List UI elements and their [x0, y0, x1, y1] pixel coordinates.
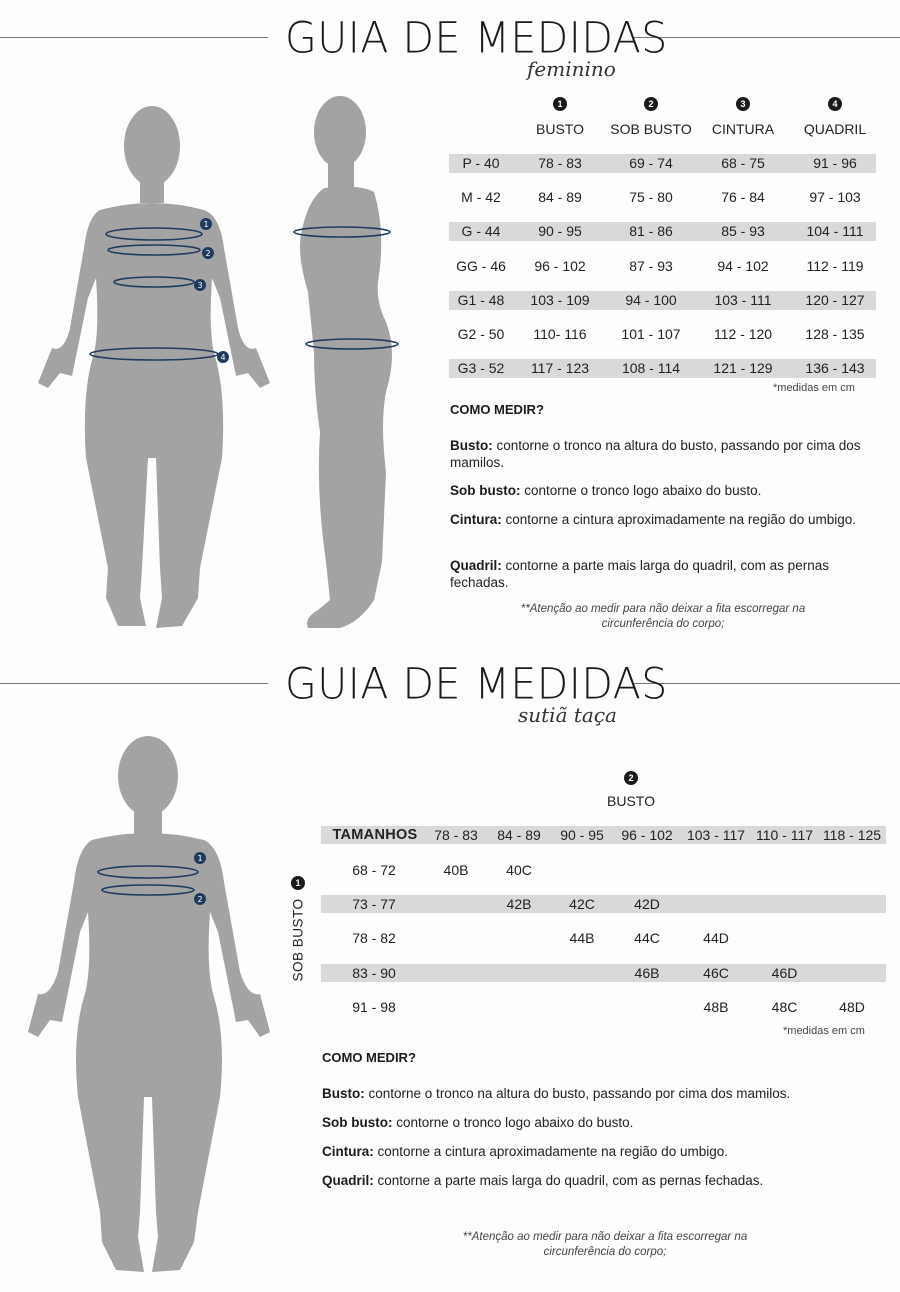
cup-size-cell: 40B [443, 862, 469, 878]
how-to-measure-title-1: COMO MEDIR? [450, 402, 544, 417]
table-cell: 85 - 93 [721, 223, 765, 240]
underbust-range: 78 - 82 [352, 930, 396, 947]
column-badge: 2 [644, 97, 658, 111]
table-cell: 87 - 93 [629, 257, 673, 274]
how-busto-1: Busto: contorne o tronco na altura do busto, passando por cima dos mamilos. [450, 438, 861, 470]
cup-size-cell: 44B [569, 930, 595, 947]
table-cell: 104 - 111 [806, 223, 864, 240]
table-cell: 103 - 109 [530, 291, 590, 308]
underbust-range: 73 - 77 [352, 896, 396, 913]
size-label: G2 - 50 [457, 326, 505, 342]
column-badge: 3 [736, 97, 750, 111]
table-cell: 136 - 143 [805, 360, 865, 377]
table-cell: 69 - 74 [629, 155, 673, 171]
table-cell: 110- 116 [533, 326, 587, 342]
front-body-figure [30, 98, 280, 638]
how-cintura-1: Cintura: contorne a cintura aproximadamente na região do umbigo. [450, 512, 856, 527]
cup-size-cell: 46D [771, 964, 798, 981]
column-header: SOB BUSTO [610, 121, 692, 137]
size-label: G - 44 [461, 223, 501, 240]
figure-badge-1: 1 [197, 854, 203, 863]
bust-range-header: 84 - 89 [497, 827, 541, 843]
sob-busto-badge: 1 [291, 876, 305, 890]
bust-range-header: 96 - 102 [621, 827, 673, 843]
table-cell: 91 - 96 [813, 155, 857, 171]
how-quadril-1: Quadril: contorne a parte mais larga do quadril, com as pernas fechadas. [450, 558, 829, 590]
size-label: M - 42 [461, 189, 501, 206]
underbust-range: 83 - 90 [352, 964, 396, 981]
page-title: GUIA DE MEDIDAS [285, 12, 668, 64]
how-to-measure-title-2: COMO MEDIR? [322, 1050, 416, 1065]
header-rule-left-2 [0, 683, 268, 684]
cup-size-cell: 44C [634, 930, 660, 947]
bust-range-header: 110 - 117 [755, 827, 814, 843]
section-title-2: GUIA DE MEDIDAS [285, 658, 668, 710]
cup-size-cell: 42C [569, 896, 595, 913]
column-badge: 4 [828, 97, 842, 111]
section-subtitle-2: sutiã taça [518, 703, 617, 727]
bust-range-header: 103 - 117 [686, 827, 746, 843]
column-badge: 1 [553, 97, 567, 111]
cup-size-cell: 48C [771, 998, 798, 1015]
column-header: QUADRIL [803, 121, 867, 137]
figure-badge-2: 2 [197, 895, 203, 904]
table-cell: 103 - 111 [714, 291, 772, 308]
header-rule-right-2 [634, 683, 900, 684]
table-cell: 84 - 89 [538, 189, 582, 206]
size-label: G3 - 52 [457, 360, 505, 377]
busto-axis-label: BUSTO [607, 793, 655, 809]
table-cell: 97 - 103 [809, 189, 861, 206]
cup-size-cell: 40C [506, 862, 532, 878]
svg-text:3: 3 [197, 281, 203, 290]
cup-size-cell: 46C [703, 964, 729, 981]
cup-size-cell: 42B [506, 896, 532, 913]
table-cell: 120 - 127 [805, 291, 865, 308]
unit-note-2: *medidas em cm [783, 1025, 865, 1037]
bust-range-header: 90 - 95 [560, 827, 604, 843]
cup-size-cell: 48D [839, 998, 865, 1015]
table-cell: 94 - 102 [717, 257, 769, 274]
sob-busto-axis-label: SOB BUSTO [290, 898, 306, 982]
table-cell: 75 - 80 [629, 189, 673, 206]
table-cell: 81 - 86 [629, 223, 673, 240]
header-rule-left [0, 37, 268, 38]
table-cell: 68 - 75 [721, 155, 765, 171]
size-label: GG - 46 [456, 257, 506, 274]
svg-text:2: 2 [205, 249, 211, 258]
cup-size-cell: 48B [703, 998, 729, 1015]
size-label: G1 - 48 [457, 291, 505, 308]
table-cell: 112 - 119 [806, 257, 864, 274]
how-sob-busto-1: Sob busto: contorne o tronco logo abaixo do busto. [450, 483, 762, 498]
header-rule-right [634, 37, 900, 38]
table-cell: 112 - 120 [713, 326, 773, 342]
how-busto-2: Busto: contorne o tronco na altura do busto, passando por cima dos mamilos. [322, 1086, 791, 1101]
side-body-figure [290, 92, 420, 642]
warning-note-2: **Atenção ao medir para não deixar a fita escorregar na circunferência do corpo; [462, 1231, 748, 1258]
busto-badge: 2 [624, 771, 638, 785]
svg-text:4: 4 [220, 353, 226, 362]
bust-range-header: 118 - 125 [822, 827, 882, 843]
bust-range-header: 78 - 83 [434, 827, 478, 843]
tamanhos-header: TAMANHOS [332, 827, 418, 843]
how-sob-busto-2: Sob busto: contorne o tronco logo abaixo do busto. [322, 1115, 634, 1130]
table-cell: 96 - 102 [534, 257, 586, 274]
column-header: CINTURA [711, 121, 775, 137]
unit-note-1: *medidas em cm [773, 382, 855, 394]
svg-text:1: 1 [203, 220, 209, 229]
table-cell: 108 - 114 [621, 360, 681, 377]
warning-note-1: **Atenção ao medir para não deixar a fita escorregar na circunferência do corpo; [520, 603, 806, 630]
page-subtitle: feminino [527, 57, 616, 81]
size-label: P - 40 [462, 155, 500, 171]
table-cell: 76 - 84 [721, 189, 765, 206]
cup-size-cell: 42D [634, 896, 660, 913]
table-cell: 78 - 83 [538, 155, 582, 171]
table-cell: 117 - 123 [530, 360, 590, 377]
table-cell: 101 - 107 [621, 326, 681, 342]
table-cell: 90 - 95 [538, 223, 582, 240]
underbust-range: 91 - 98 [352, 998, 396, 1015]
how-quadril-2: Quadril: contorne a parte mais larga do quadril, com as pernas fechadas. [322, 1173, 764, 1188]
table-cell: 121 - 129 [713, 360, 773, 377]
table-cell: 128 - 135 [805, 326, 865, 342]
underbust-range: 68 - 72 [352, 862, 396, 878]
column-header: BUSTO [536, 121, 584, 137]
cup-size-cell: 46B [634, 964, 660, 981]
cup-size-cell: 44D [703, 930, 729, 947]
table-cell: 94 - 100 [625, 291, 677, 308]
front-body-figure-2 [20, 732, 280, 1277]
how-cintura-2: Cintura: contorne a cintura aproximadamente na região do umbigo. [322, 1144, 728, 1159]
